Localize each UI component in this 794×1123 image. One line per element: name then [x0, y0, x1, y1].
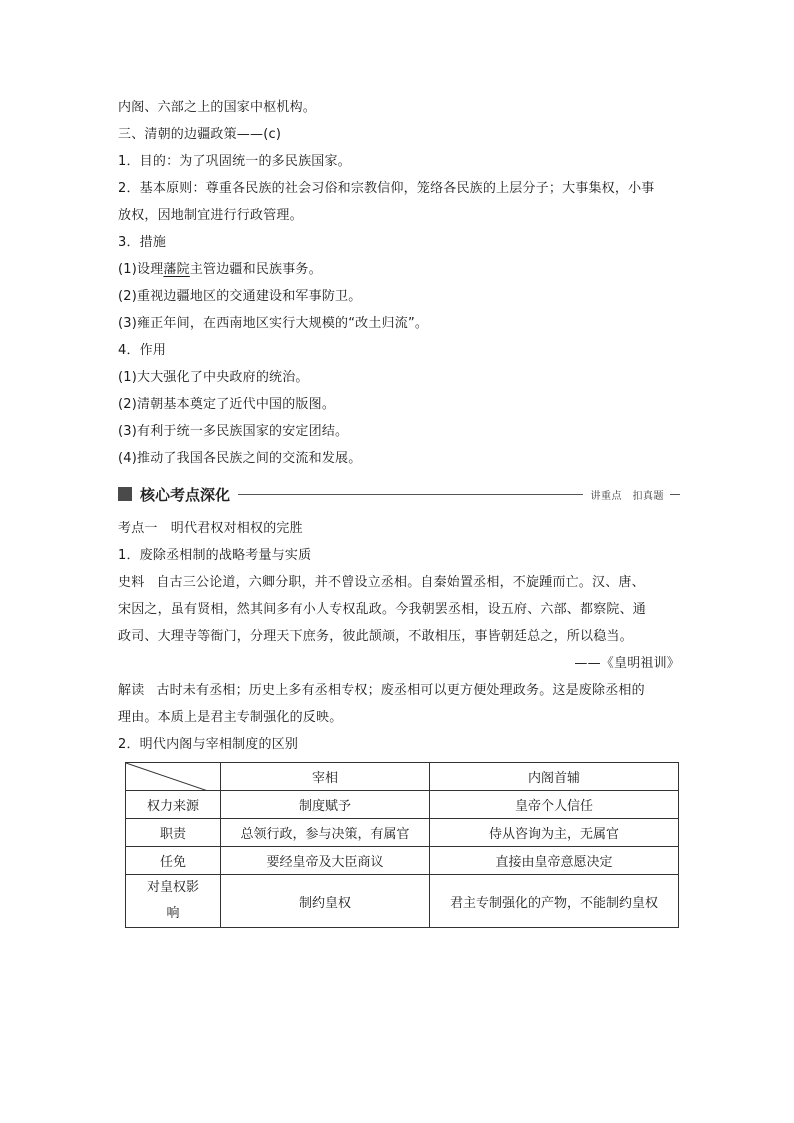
table-row: [126, 875, 679, 928]
table-header-cell: 宰相: [221, 763, 430, 791]
row-label: 任免: [126, 847, 221, 875]
row-label-line1: 对皇权影: [146, 880, 199, 895]
measure-1-prefix: (1)设理: [118, 262, 164, 277]
point1-sub2: 2．明代内阁与宰相制度的区别: [118, 737, 299, 752]
measure-2: (2)重视边疆地区的交通建设和军事防卫。: [118, 289, 362, 304]
effect-2: (2)清朝基本奠定了近代中国的版图。: [118, 397, 336, 412]
section3-purpose: 1．目的：为了巩固统一的多民族国家。: [118, 154, 351, 169]
section3-heading: 三、清朝的边疆政策——(c): [118, 127, 282, 142]
point1-sub1: 1．废除丞相制的战略考量与实质: [118, 548, 312, 563]
row-label-line2: 响: [166, 906, 180, 921]
row-label: 权力来源: [126, 791, 221, 819]
table-row: [126, 819, 679, 847]
measure-3: (3)雍正年间，在西南地区实行大规模的“改土归流”。: [118, 316, 429, 331]
table-cell: 要经皇帝及大臣商议: [221, 847, 430, 875]
table-cell: 制度赋予: [221, 791, 430, 819]
banner-tag: 讲重点 扣真题: [590, 490, 664, 502]
row-label: [126, 875, 221, 928]
section3-measures-heading: 3．措施: [118, 235, 167, 250]
source-label: 史料: [118, 575, 145, 590]
reading-line2: 理由。本质上是君主专制强化的反映。: [118, 710, 343, 725]
comparison-table: [125, 762, 679, 928]
intro-line: 内阁、六部之上的国家中枢机构。: [118, 100, 317, 115]
point1-heading: 考点一 明代君权对相权的完胜: [118, 521, 303, 536]
reading-label: 解读: [118, 683, 145, 698]
table-cell: 直接由皇帝意愿决定: [430, 847, 679, 875]
effect-3: (3)有利于统一多民族国家的安定团结。: [118, 424, 349, 439]
document-page: [118, 94, 680, 928]
reading-line1: [118, 677, 680, 704]
section3-principle-line1: 2．基本原则：尊重各民族的社会习俗和宗教信仰，笼络各民族的上层分子；大事集权，小事: [118, 181, 655, 196]
banner-tail-rule: [670, 494, 680, 495]
section3-effects-heading: 4．作用: [118, 343, 167, 358]
banner-rule: [238, 494, 582, 495]
table-cell: 总领行政，参与决策，有属官: [221, 819, 430, 847]
effect-4: (4)推动了我国各民族之间的交流和发展。: [118, 451, 362, 466]
measure-1-underlined-term: 藩院: [163, 262, 190, 277]
table-cell: 皇帝个人信任: [430, 791, 679, 819]
table-cell: 君主专制强化的产物，不能制约皇权: [430, 875, 679, 928]
table-cell: 制约皇权: [221, 875, 430, 928]
reading-text-1: 古时未有丞相；历史上多有丞相专权；废丞相可以更方便处理政务。这是废除丞相的: [156, 683, 645, 698]
measure-1-suffix: 主管边疆和民族事务。: [189, 262, 322, 277]
section-banner: [118, 481, 680, 507]
banner-title: 核心考点深化: [140, 485, 231, 504]
row-label: 职责: [126, 819, 221, 847]
table-row: [126, 791, 679, 819]
table-cell: 侍从咨询为主，无属官: [430, 819, 679, 847]
table-row: [126, 847, 679, 875]
source-line2: 宋因之，虽有贤相，然其间多有小人专权乱政。今我朝罢丞相，设五府、六部、都察院、通: [118, 602, 647, 617]
table-header-row: [126, 763, 679, 791]
measure-1: [118, 256, 680, 283]
effect-1: (1)大大强化了中央政府的统治。: [118, 370, 309, 385]
source-text-1: 自古三公论道，六卿分职，并不曾设立丞相。自秦始置丞相，不旋踵而亡。汉、唐、: [156, 575, 645, 590]
table-corner-cell: [126, 763, 221, 791]
source-line3: 政司、大理寺等衙门，分理天下庶务，彼此颉颃，不敢相压，事皆朝廷总之，所以稳当。: [118, 629, 633, 644]
section3-principle-line2: 放权，因地制宜进行行政管理。: [118, 208, 303, 223]
diagonal-line-icon: [126, 763, 208, 791]
table-header-cell: 内阁首辅: [430, 763, 679, 791]
source-line1: [118, 569, 680, 596]
citation: ——《皇明祖训》: [574, 656, 680, 671]
banner-square-icon: [118, 487, 132, 501]
